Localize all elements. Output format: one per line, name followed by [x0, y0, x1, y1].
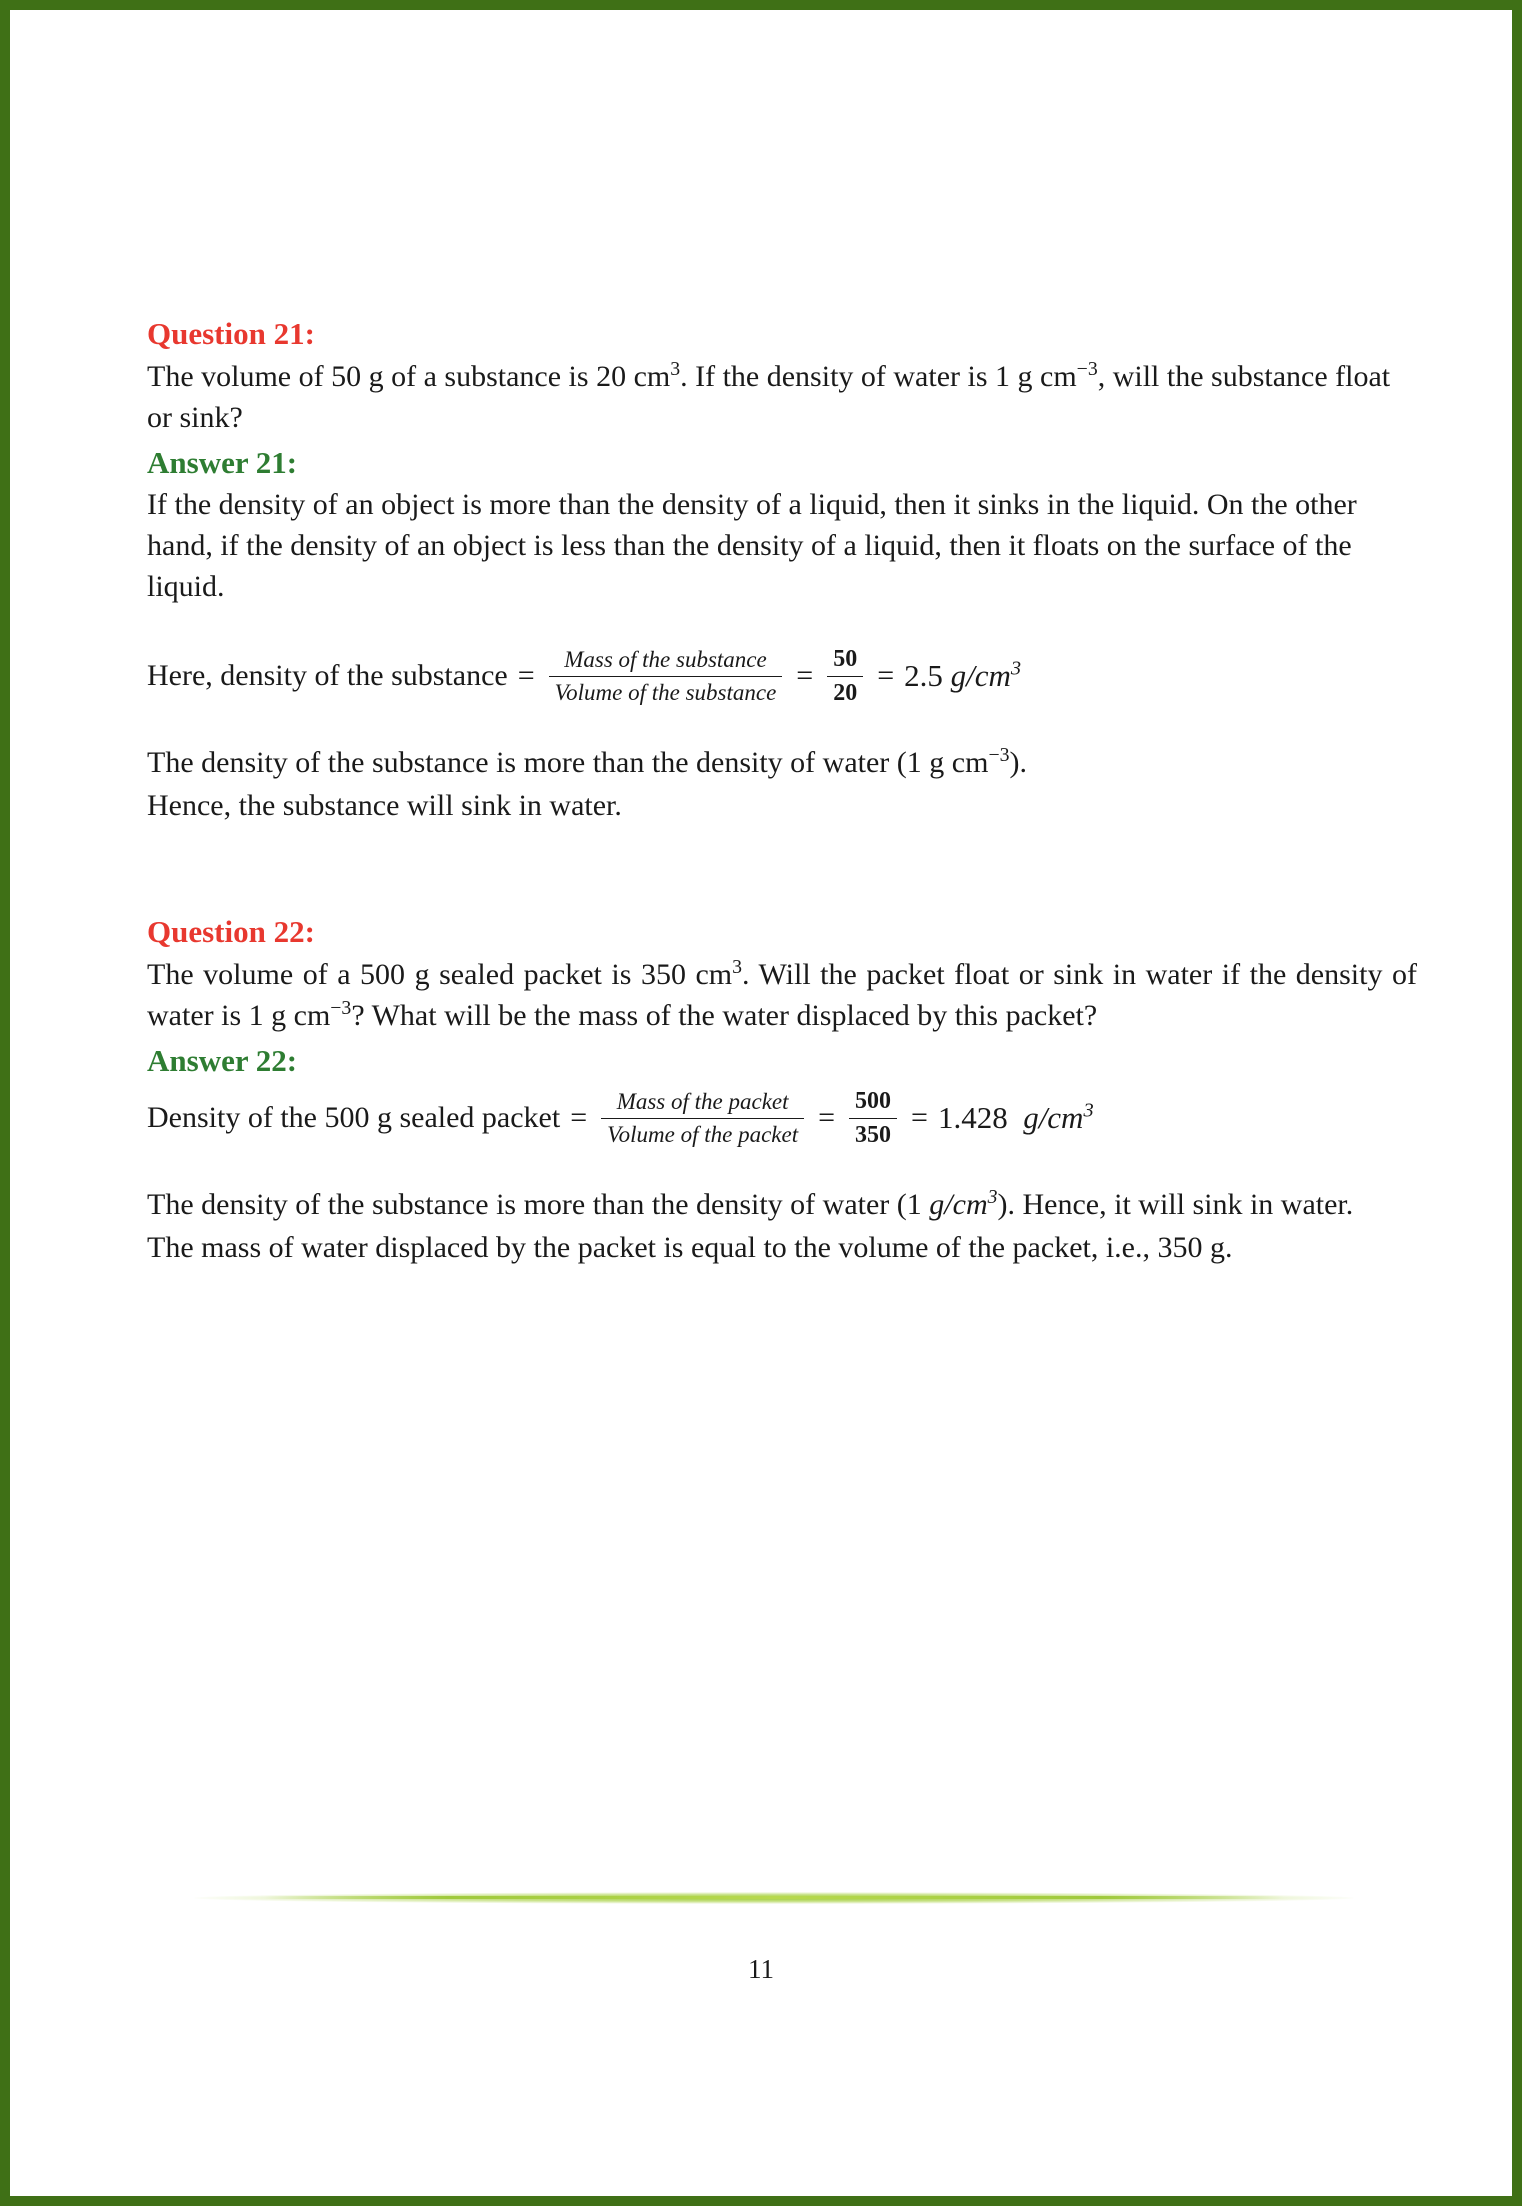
- question-22-text: [147, 955, 1417, 1037]
- answer-21-paragraph-2-part-1: The density of the substance is more than the density of water (1 g cm: [147, 745, 989, 779]
- answer-22-result-value: 1.428: [937, 1100, 1008, 1136]
- answer-21-paragraph-1: If the density of an object is more than the density of a liquid, then it sinks in the liquid. On the other hand, if the density of an object is less than the density of a liquid, then it floats on the surface of the liquid.: [147, 488, 1357, 603]
- spacer: [147, 713, 1417, 743]
- question-21-sup-2: −3: [1076, 357, 1098, 380]
- answer-22-fraction-numeric: [849, 1088, 897, 1149]
- page-number: 11: [748, 1954, 774, 1984]
- answer-22-paragraph-1: [147, 1185, 1417, 1226]
- footer-divider-line: [264, 1896, 1284, 1899]
- answer-21-result: [904, 658, 1021, 694]
- spacer: [147, 610, 1417, 640]
- answer-22-heading: Answer 22:: [147, 1042, 298, 1078]
- spacer: [147, 828, 1417, 882]
- answer-22-paragraph-2: The mass of water displaced by the packet is equal to the volume of the packet, i.e., 350 g.: [147, 1230, 1233, 1264]
- answer-21-paragraph-2-part-2: ).: [1009, 745, 1027, 779]
- answer-22-numeric-denominator: 350: [849, 1118, 897, 1149]
- answer-21-result-unit-exponent: 3: [1010, 657, 1022, 680]
- answer-22-equals-3: =: [911, 1101, 928, 1135]
- answer-22-fraction-symbolic: [601, 1089, 804, 1148]
- question-22-text-part-2: . Will the packet float or sink in water if the density of water is 1 g cm: [147, 958, 1417, 1033]
- answer-22-equals-2: =: [818, 1101, 836, 1135]
- answer-21-result-value: 2.5: [904, 658, 943, 694]
- answer-21-fraction-denominator: Volume of the substance: [549, 676, 783, 706]
- question-21-sup-1: 3: [670, 357, 681, 380]
- answer-21-numeric-numerator: 50: [833, 645, 858, 672]
- answer-22-equation: [147, 1088, 1417, 1149]
- question-22-text-part-1: The volume of a 500 g sealed packet is 350 cm: [147, 958, 733, 992]
- answer-21-fraction-numerator: Mass of the substance: [564, 646, 767, 672]
- answer-21-paragraph-2: [147, 743, 1417, 784]
- answer-21-result-unit: g/cm: [950, 658, 1011, 694]
- answer-22-paragraph-1-part-2: ). Hence, it will sink in water.: [997, 1187, 1354, 1221]
- page-content: [147, 314, 1417, 1270]
- answer-21-paragraph-3: Hence, the substance will sink in water.: [147, 788, 622, 822]
- answer-22-paragraph-1-math: g/cm: [929, 1187, 988, 1221]
- answer-21-equals-2: =: [796, 659, 814, 693]
- page-inner-frame: [10, 10, 1512, 2196]
- answer-21-equals-1: =: [517, 659, 535, 693]
- answer-21-fraction-symbolic: [549, 647, 783, 706]
- answer-22-result: [938, 1100, 1094, 1136]
- answer-21-numeric-denominator: 20: [827, 676, 863, 707]
- answer-21-equation-lead: Here, density of the substance: [147, 659, 508, 693]
- answer-22-result-unit-exponent: 3: [1083, 1099, 1094, 1122]
- question-21-heading: Question 21:: [147, 316, 315, 351]
- answer-21-equation: [147, 646, 1417, 707]
- answer-21-equals-3: =: [877, 659, 895, 693]
- question-21-text: [147, 357, 1417, 439]
- answer-22-equation-lead: Density of the 500 g sealed packet: [147, 1101, 561, 1135]
- answer-22-equals-1: =: [570, 1101, 588, 1135]
- answer-22-numeric-numerator: 500: [855, 1087, 892, 1114]
- answer-22-paragraph-1-math-exponent: 3: [987, 1185, 998, 1208]
- question-21-text-part-2: . If the density of water is 1 g cm: [680, 359, 1077, 393]
- answer-22-paragraph-1-part-1: The density of the substance is more than the density of water (1: [147, 1187, 930, 1221]
- question-21-text-part-3: ,: [1097, 359, 1106, 393]
- question-22-sup-1: 3: [732, 956, 743, 979]
- spacer: [147, 1155, 1417, 1185]
- question-22-sup-2: −3: [330, 997, 352, 1020]
- question-22-text-part-3: ? What will be the mass of the water displaced by this packet?: [351, 999, 1098, 1033]
- spacer: [147, 882, 1417, 912]
- answer-22-fraction-numerator: Mass of the packet: [616, 1088, 789, 1114]
- question-21-text-line-2: will the substance float or sink?: [147, 359, 1391, 434]
- answer-22-result-unit: g/cm: [1023, 1100, 1084, 1136]
- answer-22-fraction-denominator: Volume of the packet: [601, 1118, 804, 1148]
- answer-21-fraction-numeric: [827, 646, 863, 707]
- question-21-text-part-1: The volume of 50 g of a substance is 20 cm: [147, 359, 671, 393]
- question-22-heading: Question 22:: [147, 914, 315, 950]
- answer-21-heading: Answer 21:: [147, 444, 298, 480]
- answer-21-paragraph-2-sup: −3: [988, 743, 1010, 766]
